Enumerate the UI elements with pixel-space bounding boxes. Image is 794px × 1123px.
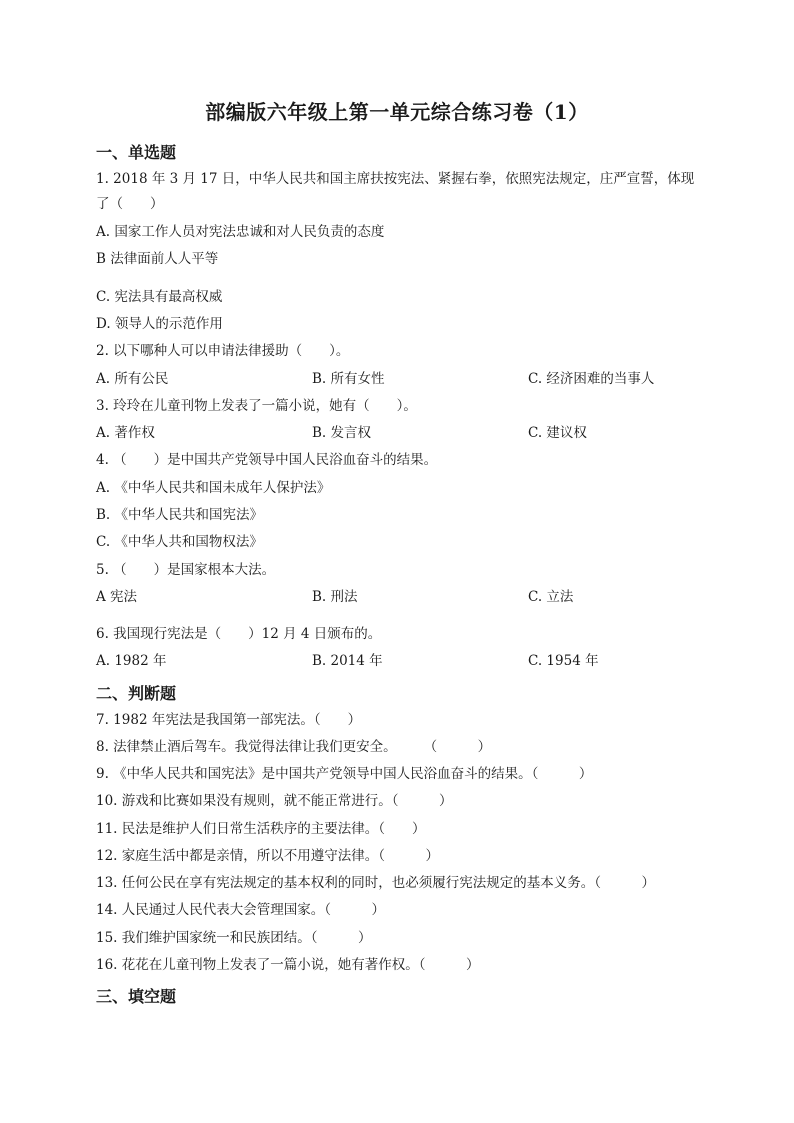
question-4-stem: 4. （ ）是中国共产党领导中国人民浴血奋斗的结果。 [96, 452, 438, 468]
question-1-stem-line2: 了（ ） [96, 196, 164, 212]
question-4-option-a: A. 《中华人民共和国未成年人保护法》 [96, 480, 331, 496]
question-5-option-a: A 宪法 [96, 589, 138, 605]
question-5-stem: 5. （ ）是国家根本大法。 [96, 562, 276, 578]
question-6-option-c: C. 1954 年 [528, 653, 599, 669]
judge-question-7: 7. 1982 年宪法是我国第一部宪法。（ ） [96, 712, 362, 728]
question-3-stem: 3. 玲玲在儿童刊物上发表了一篇小说，她有（ ）。 [96, 398, 417, 414]
judge-question-9: 9. 《中华人民共和国宪法》是中国共产党领导中国人民浴血奋斗的结果。（ ） [96, 766, 593, 782]
question-1-option-a: A. 国家工作人员对宪法忠诚和对人民负责的态度 [96, 224, 385, 240]
question-5-option-b: B. 刑法 [312, 589, 358, 605]
question-3-option-b: B. 发言权 [312, 425, 372, 441]
question-6-stem: 6. 我国现行宪法是（ ）12 月 4 日颁布的。 [96, 626, 382, 642]
question-6-option-b: B. 2014 年 [312, 653, 383, 669]
question-3-option-a: A. 著作权 [96, 425, 155, 441]
question-1-option-b: B 法律面前人人平等 [96, 251, 219, 267]
question-4-option-b: B. 《中华人民共和国宪法》 [96, 507, 264, 523]
judge-question-16: 16. 花花在儿童刊物上发表了一篇小说，她有著作权。（ ） [96, 957, 480, 973]
question-1-option-d: D. 领导人的示范作用 [96, 316, 223, 332]
page-title: 部编版六年级上第一单元综合练习卷（1） [205, 100, 589, 124]
judge-question-11: 11. 民法是维护人们日常生活秩序的主要法律。（ ） [96, 821, 426, 837]
judge-question-12: 12. 家庭生活中都是亲情，所以不用遵守法律。（ ） [96, 848, 440, 864]
question-5-option-c: C. 立法 [528, 589, 574, 605]
question-3-option-c: C. 建议权 [528, 425, 587, 441]
section-heading-fill-in: 三、填空题 [96, 987, 177, 1006]
judge-question-14: 14. 人民通过人民代表大会管理国家。（ ） [96, 902, 386, 918]
judge-question-10: 10. 游戏和比赛如果没有规则，就不能正常进行。（ ） [96, 793, 453, 809]
question-2-option-b: B. 所有女性 [312, 371, 385, 387]
question-2-option-a: A. 所有公民 [96, 371, 169, 387]
question-1-option-c: C. 宪法具有最高权威 [96, 289, 223, 305]
question-2-option-c: C. 经济困难的当事人 [528, 371, 655, 387]
judge-question-13: 13. 任何公民在享有宪法规定的基本权利的同时，也必须履行宪法规定的基本义务。（ ） [96, 875, 656, 891]
question-1-stem-line1: 1. 2018 年 3 月 17 日，中华人民共和国主席扶按宪法、紧握右拳，依照宪法规定，庄严宣誓，体现 [96, 171, 695, 187]
judge-question-15: 15. 我们维护国家统一和民族团结。（ ） [96, 930, 372, 946]
section-heading-single-choice: 一、单选题 [96, 143, 177, 162]
section-heading-true-false: 二、判断题 [96, 684, 177, 703]
question-2-stem: 2. 以下哪种人可以申请法律援助（ ）。 [96, 343, 350, 359]
judge-question-8: 8. 法律禁止酒后驾车。我觉得法律让我们更安全。 （ ） [96, 739, 492, 755]
question-4-option-c: C. 《中华人共和国物权法》 [96, 534, 263, 550]
question-6-option-a: A. 1982 年 [96, 653, 167, 669]
